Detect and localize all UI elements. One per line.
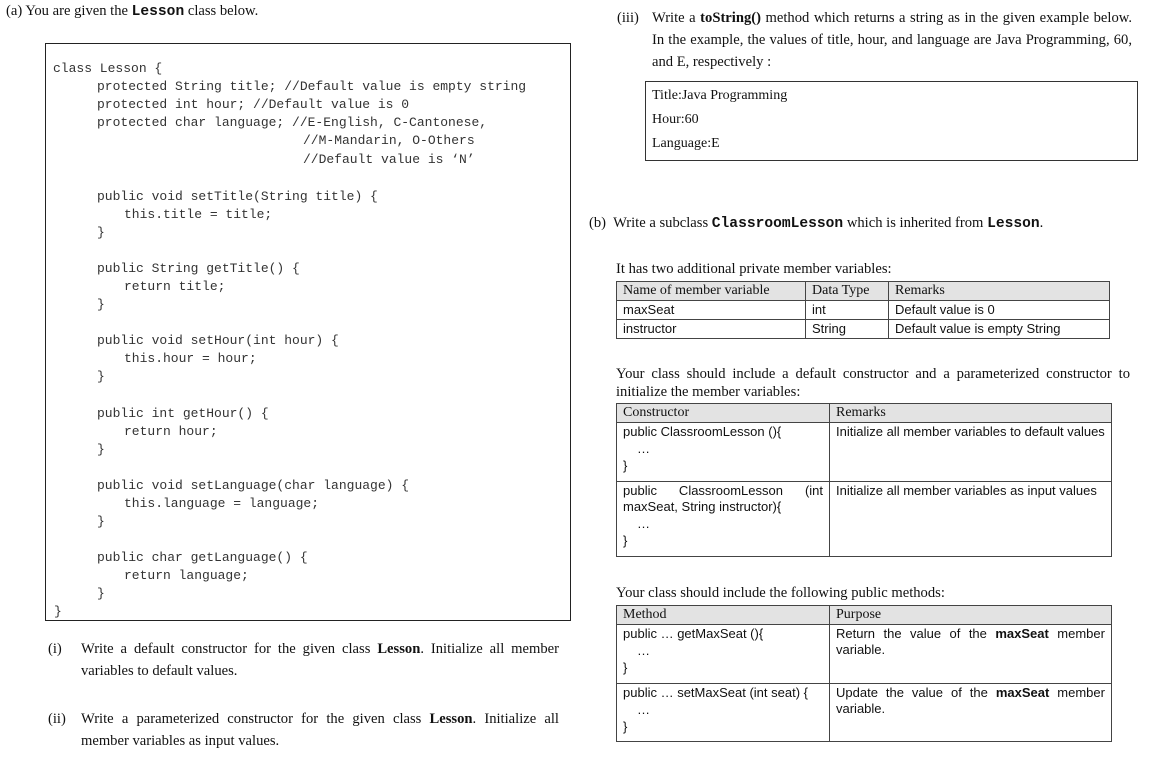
table-header: Remarks (889, 282, 1110, 301)
question-ii-text-part: . Initialize all member variables as input values. (81, 711, 559, 749)
constructor-signature: public ClassroomLesson (int maxSeat, String instructor){ (623, 483, 823, 514)
code-line: } (97, 514, 105, 529)
table-cell (830, 625, 1112, 684)
purpose-text: member variable. (836, 685, 1105, 716)
table-cell (617, 482, 830, 557)
code-line: public void setHour(int hour) { (97, 333, 339, 348)
code-line: return language; (124, 568, 249, 583)
part-a-intro-suffix: class below. (187, 3, 259, 19)
code-line: return title; (124, 279, 226, 294)
question-ii-text-part: Write a parameterized constructor for the given class (81, 711, 422, 727)
method-signature: public … getMaxSeat (){ (623, 626, 764, 641)
code-line: return hour; (124, 424, 218, 439)
purpose-text: Update the value of the (836, 685, 988, 700)
question-i-class-name: Lesson (377, 641, 421, 657)
part-a-heading (6, 0, 258, 23)
code-line: public void setTitle(String title) { (97, 189, 378, 204)
code-listing-box (45, 43, 571, 621)
ellipsis: … (637, 516, 650, 531)
part-a-label: (a) (6, 3, 23, 19)
method-signature: public … setMaxSeat (int seat) { (623, 685, 808, 700)
code-line: protected String title; //Default value is empty string (97, 79, 527, 94)
table-header: Name of member variable (617, 282, 806, 301)
table-cell: Initialize all member variables to default values (830, 423, 1112, 482)
code-line: } (97, 225, 105, 240)
part-b-text-part: . (1039, 215, 1044, 231)
question-i-label: (i) (48, 641, 62, 657)
purpose-text: member variable. (836, 626, 1105, 657)
table-header-row (617, 282, 1110, 301)
member-variables-table (616, 281, 1110, 339)
question-iii-text-part: Write a (652, 10, 696, 26)
purpose-text: Return the value of the (836, 626, 987, 641)
table-header: Purpose (830, 606, 1112, 625)
closing-brace: } (623, 660, 628, 675)
tostring-example-box (645, 81, 1138, 161)
table-row (617, 423, 1112, 482)
question-ii-class-name: Lesson (429, 711, 473, 727)
table-cell: String (806, 320, 889, 339)
constructor-table (616, 403, 1112, 557)
purpose-variable: maxSeat (995, 626, 1049, 641)
closing-brace: } (623, 719, 628, 734)
table-row (617, 320, 1110, 339)
code-line: this.language = language; (124, 496, 320, 511)
ellipsis: … (637, 702, 650, 717)
table-cell: instructor (617, 320, 806, 339)
example-line-language: Language:E (652, 136, 720, 151)
part-b-label: (b) (589, 215, 607, 231)
code-line: this.title = title; (124, 207, 273, 222)
part-b-text-part: Write a subclass (613, 215, 709, 231)
table-row (617, 482, 1112, 557)
example-line-title: Title:Java Programming (652, 88, 788, 103)
table-cell: maxSeat (617, 301, 806, 320)
methods-table (616, 605, 1112, 742)
code-line: protected int hour; //Default value is 0 (97, 97, 410, 112)
question-ii-label: (ii) (48, 711, 66, 727)
ellipsis: … (637, 441, 650, 456)
table-cell (617, 684, 830, 742)
question-iii-label: (iii) (617, 10, 639, 26)
question-iii-text-part: method which returns a string as in the given example below. In the example, the values of title, hour, and language are Java Programming, 60, and E, respectively : (652, 10, 1132, 70)
ellipsis: … (637, 643, 650, 658)
question-i-text-part: Write a default constructor for the given class (81, 641, 371, 657)
table-header-row (617, 606, 1112, 625)
code-line: } (97, 297, 105, 312)
question-ii-text (81, 708, 559, 752)
members-intro: It has two additional private member variables: (616, 261, 892, 277)
code-line: protected char language; //E-English, C-Cantonese, (97, 115, 488, 130)
code-line: public void setLanguage(char language) { (97, 478, 410, 493)
code-line: this.hour = hour; (124, 351, 257, 366)
part-b-heading (589, 212, 1043, 235)
table-cell (617, 423, 830, 482)
constructor-signature: public ClassroomLesson (){ (623, 424, 782, 439)
purpose-variable: maxSeat (995, 685, 1050, 700)
table-header: Remarks (830, 404, 1112, 423)
table-header: Constructor (617, 404, 830, 423)
code-line: } (97, 369, 105, 384)
closing-brace: } (623, 533, 628, 548)
table-header: Method (617, 606, 830, 625)
lesson-class-name: Lesson (131, 4, 185, 20)
question-iii-text (652, 7, 1132, 73)
code-line: } (54, 604, 62, 619)
closing-brace: } (623, 458, 628, 473)
example-line-hour: Hour:60 (652, 112, 699, 127)
table-row (617, 625, 1112, 684)
constructor-intro: Your class should include a default constructor and a parameterized constructor to initialize the member variables: (616, 366, 1130, 400)
code-line: //M-Mandarin, O-Others (303, 133, 475, 148)
table-cell (617, 625, 830, 684)
code-line: public char getLanguage() { (97, 550, 308, 565)
table-row (617, 301, 1110, 320)
parent-class-name: Lesson (987, 216, 1040, 232)
part-a-intro-prefix: You are given the (25, 3, 128, 19)
code-line: class Lesson { (53, 61, 163, 76)
table-header-row (617, 404, 1112, 423)
table-cell: Default value is empty String (889, 320, 1110, 339)
tostring-method-name: toString() (700, 10, 761, 26)
table-cell: Initialize all member variables as input values (830, 482, 1112, 557)
code-line: } (97, 586, 105, 601)
question-i-text-part: . Initialize all member variables to default values. (81, 641, 559, 679)
subclass-name: ClassroomLesson (711, 216, 844, 232)
part-b-text-part: which is inherited from (846, 215, 984, 231)
table-cell (830, 684, 1112, 742)
question-i-text (81, 638, 559, 682)
methods-intro: Your class should include the following public methods: (616, 585, 945, 601)
table-row (617, 684, 1112, 742)
table-cell: Default value is 0 (889, 301, 1110, 320)
code-line: public String getTitle() { (97, 261, 300, 276)
table-cell: int (806, 301, 889, 320)
code-line: } (97, 442, 105, 457)
code-line: public int getHour() { (97, 406, 269, 421)
code-line: //Default value is ‘N’ (303, 152, 475, 167)
table-header: Data Type (806, 282, 889, 301)
